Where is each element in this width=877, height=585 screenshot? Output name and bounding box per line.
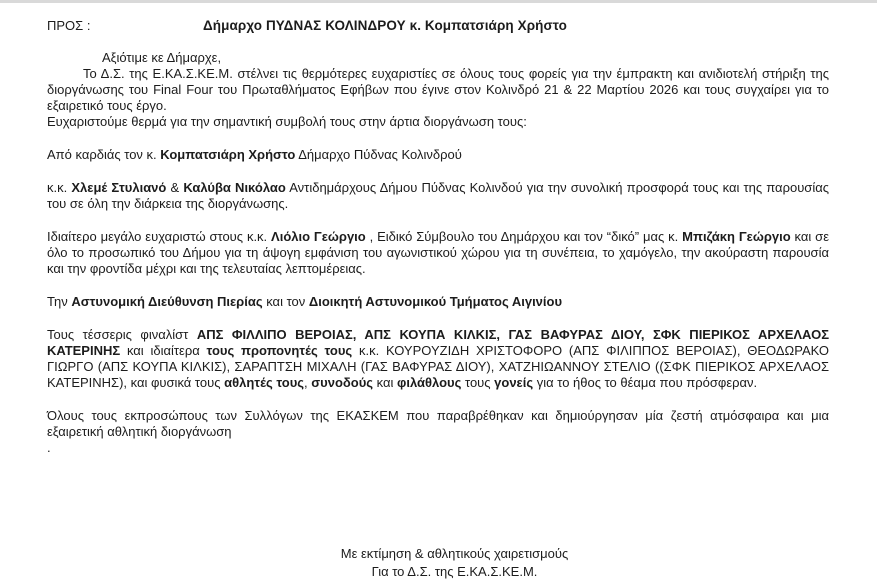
- thanks-mayor: Από καρδιάς τον κ. Κομπατσιάρη Χρήστο Δήμαρχο Πύδνας Κολινδρού: [47, 147, 462, 162]
- thanks-staff: Ιδιαίτερο μεγάλο ευχαριστώ στους κ.κ. Λιόλιο Γεώργιο , Ειδικό Σύμβουλο του Δημάρχου και τον “δικό” μας κ. Μπιζάκη Γεώργιο και σε όλο το προσωπικό του Δήμου για τη άψογη εμφάνιση του αγωνιστικού χώρου για τη συνέπεια, το χαμόγελο, την ακούραστη παρουσία και την φροντίδα μέχρι και της τελευταίας λεπτομέρειας.: [47, 229, 829, 276]
- deputy-mayor-2: Καλύβα Νικόλαο: [183, 180, 286, 195]
- coaches-label: τους προπονητές τους: [206, 343, 353, 358]
- finalist-teams: ΑΠΣ ΦΙΛΛΙΠΟ ΒΕΡΟΙΑΣ, ΑΠΣ ΚΟΥΠΑ ΚΙΛΚΙΣ, ΓΑΣ ΒΑΦΥΡΑΣ ΔΙΟΥ, ΣΦΚ ΠΙΕΡΙΚΟΣ ΑΡΧΕΛΑΟΣ ΚΑΤΕΡΙΝΗΣ: [47, 327, 830, 358]
- recipient: Δήμαρχο ΠΥΔΝΑΣ ΚΟΛΙΝΔΡΟΥ κ. Κομπατσιάρη Χρήστο: [203, 18, 567, 33]
- closing-regards: Με εκτίμηση & αθλητικούς χαιρετισμούς: [340, 546, 569, 561]
- thanks-representatives: Όλους τους εκπροσώπους των Συλλόγων της ΕΚΑΣΚΕΜ που παραβρέθηκαν και δημιούργησαν μία ζεστή ατμόσφαιρα και μια εξαιρετική αθλητική διοργάνωση: [47, 408, 829, 439]
- deputy-mayor-1: Χλεμέ Στυλιανό: [71, 180, 167, 195]
- closing-signature: Για το Δ.Σ. της Ε.ΚΑ.Σ.ΚΕ.Μ.: [371, 564, 538, 579]
- stray-dot: .: [47, 440, 51, 455]
- staff-name: Μπιζάκη Γεώργιο: [682, 229, 791, 244]
- mayor-name: Κομπατσιάρη Χρήστο: [160, 147, 296, 162]
- to-label: ΠΡΟΣ :: [47, 18, 91, 33]
- intro-thanks: Ευχαριστούμε θερμά για την σημαντική συμβολή τους στην άρτια διοργάνωση τους:: [47, 114, 527, 129]
- police-commander: Διοικητή Αστυνομικού Τμήματος Αιγινίου: [308, 294, 563, 309]
- greeting: Αξιότιμε κε Δήμαρχε,: [102, 50, 222, 65]
- thanks-deputy-mayors: κ.κ. Χλεμέ Στυλιανό & Καλύβα Νικόλαο Αντιδημάρχους Δήμου Πύδνας Κολινδού για την συνολική προσφορά τους και της παρουσίας του σε όλη την διάρκεια της διοργάνωσης.: [47, 180, 830, 211]
- letter-header: [47, 18, 837, 38]
- thanks-police: Την Αστυνομική Διεύθυνση Πιερίας και τον Διοικητή Αστυνομικού Τμήματος Αιγινίου: [47, 294, 563, 309]
- letter-body: [47, 50, 829, 456]
- intro-paragraph: Το Δ.Σ. της Ε.ΚΑ.Σ.ΚΕ.Μ. στέλνει τις θερμότερες ευχαριστίες σε όλους τους φορείς για την έμπρακτη και ανιδιοτελή στήριξη της διοργάνωσης του Final Four του Πρωταθλήματος Εφήβων που έγινε στον Κολινδρό 21 & 22 Μαρτίου 2026 και τους συγχαίρει για το εξαιρετικό τους έργο.: [47, 66, 829, 113]
- thanks-finalists: Τους τέσσερις φιναλίστ ΑΠΣ ΦΙΛΛΙΠΟ ΒΕΡΟΙΑΣ, ΑΠΣ ΚΟΥΠΑ ΚΙΛΚΙΣ, ΓΑΣ ΒΑΦΥΡΑΣ ΔΙΟΥ, ΣΦΚ ΠΙΕΡΙΚΟΣ ΑΡΧΕΛΑΟΣ ΚΑΤΕΡΙΝΗΣ και ιδιαίτερα τους προπονητές τους κ.κ. ΚΟΥΡΟΥΖΙΔΗ ΧΡΙΣΤΟΦΟΡΟ (ΑΠΣ ΦΙΛΙΠΠΟΣ ΒΕΡΟΙΑΣ), ΘΕΟΔΩΡΑΚΟ ΓΙΩΡΓΟ (ΑΠΣ ΚΟΥΠΑ ΚΙΛΚΙΣ), ΣΑΡΑΠΤΣΗ ΜΙΧΑΛΗ (ΓΑΣ ΒΑΦΥΡΑΣ ΔΙΟΥ), ΧΑΤΖΗΙΩΑΝΝΟΥ ΣΤΕΛΙΟ ((ΣΦΚ ΠΙΕΡΙΚΟΣ ΑΡΧΕΛΑΟΣ ΚΑΤΕΡΙΝΗΣ), και φυσικά τους αθλητές τους, συνοδούς και φιλάθλους τους γονείς για το ήθος το θέαμα που πρόσφεραν.: [47, 327, 830, 390]
- top-divider: [0, 0, 877, 3]
- advisor-name: Λιόλιο Γεώργιο: [271, 229, 366, 244]
- police-directorate: Αστυνομική Διεύθυνση Πιερίας: [71, 294, 263, 309]
